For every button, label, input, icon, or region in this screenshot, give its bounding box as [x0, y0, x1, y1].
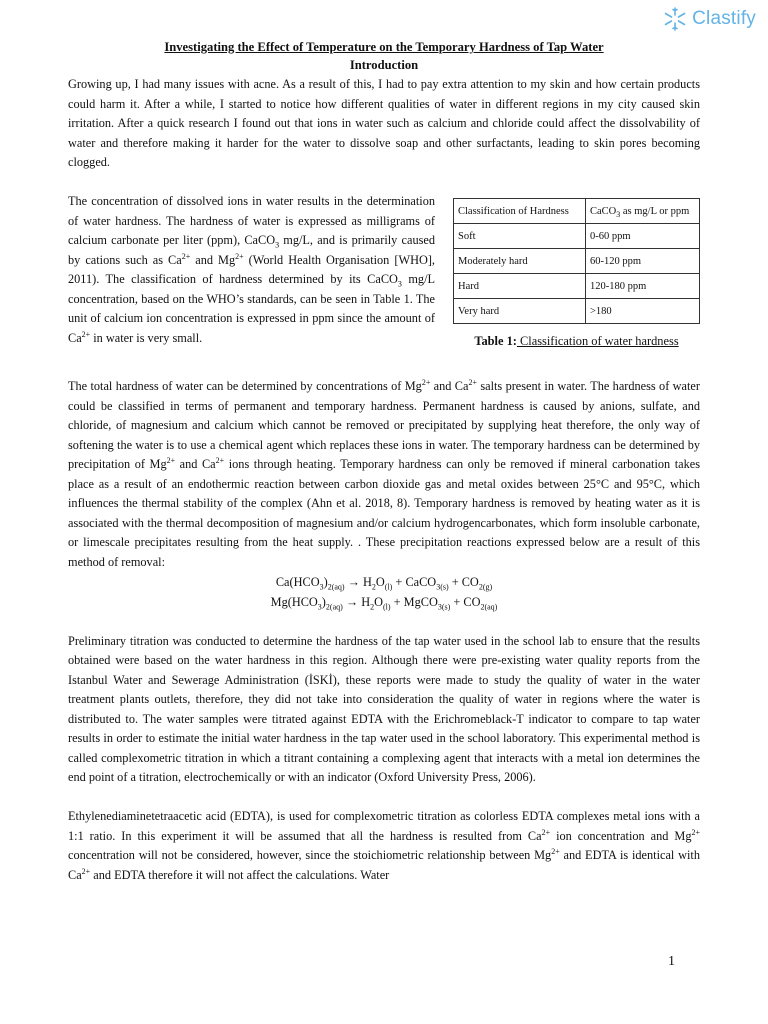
document-title: Investigating the Effect of Temperature on the Temporary Hardness of Tap Water: [164, 40, 604, 54]
table-row: [454, 224, 700, 249]
paragraph-5: Ethylenediaminetetraacetic acid (EDTA), is used for complexometric titration as colorless EDTA complexes metal ions with a 1:1 ratio. In this experiment it will be assumed that all the hardness is resulted from $Ca^{2+}$ ion concentration and $Mg^{2+}$ concentration will not be considered, however, since the stoichiometric relationship between $Mg^{2+}$ and EDTA is identical with $Ca^{2+}$ and EDTA therefore it will not affect the calculations. Water: [68, 809, 700, 882]
snowflake-logo-icon: [662, 6, 688, 32]
table-header-cell: CaCO$_3$ as mg/L or ppm: [586, 199, 700, 224]
table-cell: 60-120 ppm: [586, 249, 700, 274]
clastify-logo: [662, 6, 756, 32]
table-caption: Table 1: Classification of water hardness: [474, 334, 679, 348]
table-row: [454, 299, 700, 324]
table-cell: 0-60 ppm: [586, 224, 700, 249]
brand-name: Clastify: [692, 8, 756, 29]
table-row: [454, 249, 700, 274]
paragraph-3: The total hardness of water can be determined by concentrations of $Mg^{2+}$ and $Ca^{2+}$ salts present in water. The hardness of water could be classified in terms of permanent and temporary hardness. Permanent hardness is caused by anions, sulfate, and chloride, of magnesium and calcium which cannot be removed or precipitated by supplying heat therefore, the only way of softening the water is to use a chemical agent which replaces these ions in water. The temporary hardness can be determined by precipitation of $Mg^{2+}$ and $Ca^{2+}$ ions through heating. Temporary hardness can only be removed if mineral carbonation takes place as a result of an endothermic reaction between carbon dioxide gas and metal oxides between 25°C and 95°C, which influences the thermal stability of the complex (Ahn et al. 2018, 8). Temporary hardness is removed by heating water as it is associated with the thermal decomposition of magnesium and/or calcium hydrogencarbonates, which form insoluble carbonate, or limescale precipitates resulting from the heat supply. . These precipitation reactions expressed below are a result of this method of removal:: [68, 377, 700, 569]
table-cell: Moderately hard: [454, 249, 586, 274]
table-header-cell: Classification of Hardness: [454, 199, 586, 224]
paragraph-1: Growing up, I had many issues with acne. As a result of this, I had to pay extra attention to my skin and how certain products could harm it. After a while, I started to notice how different qualities of water in different regions in my city caused skin irritation. After a quick research I found out that ions in water such as calcium and chloride could affect the dissolvability of water and therefore making it harder for the water to dissolve soap and other surfactants, leading to skin pores becoming clogged.: [68, 77, 700, 169]
paragraph-2: The concentration of dissolved ions in water results in the determination of water hardness. The hardness of water is expressed as milligrams of calcium carbonate per liter (ppm), CaCO$_3$ mg/L, and is primarily caused by cations such as $Ca^{2+}$ and $Mg^{2+}$ (World Health Organisation [WHO], 2011). The classification of hardness determined by its CaCO$_3$ mg/L concentration, based on the WHO’s standards, can be seen in Table 1. The unit of calcium ion concentration is expressed in ppm since the amount of $Ca^{2+}$ in water is very small.: [68, 194, 435, 345]
equation-calcium: $Ca(HCO_3)_{2(aq)} \to H_2O_{(l)}$ + CaCO$_{3(s)}$ + $CO_{2(g)}$: [275, 575, 493, 592]
table-cell: Soft: [454, 224, 586, 249]
paragraph-4: Preliminary titration was conducted to determine the hardness of the tap water used in the school lab to ensure that the results obtained were based on the water hardness in this region. Although there were pre-existing water quality reports from the Istanbul Water and Sewerage Administration (İSKİ), these reports were made to study the quality of water in the water treatment plants outlets, therefore, they did not take into consideration the quality of water in regions where the water is distributed to. The water samples were titrated against EDTA with the Erichromeblack-T indicator to compare to tap water results in order to estimate the initial water hardness in the tap water used in the school laboratory. This experimental method is called complexometric titration in which a titrant containing a complexing agent that interacts with a metal ion determines the end point of a titration, electrochemically or with an indicator (Oxford University Press, 2006).: [68, 633, 700, 784]
table-header-row: [454, 199, 700, 224]
table-cell: Very hard: [454, 299, 586, 324]
page-number: 1: [668, 954, 675, 969]
section-heading: Introduction: [349, 58, 419, 72]
paragraph-2-with-table: [68, 192, 700, 358]
hardness-table-box: [453, 198, 700, 352]
hardness-table: [453, 198, 700, 324]
equation-magnesium: $Mg(HCO_3)_{2(aq)} \to H_2O_{(l)}$ + MgCO$_{3(s)}$ + $CO_{2(aq)}$: [270, 595, 498, 612]
table-cell: 120-180 ppm: [586, 274, 700, 299]
document-page: [68, 38, 700, 885]
table-row: [454, 274, 700, 299]
table-cell: >180: [586, 299, 700, 324]
table-cell: Hard: [454, 274, 586, 299]
